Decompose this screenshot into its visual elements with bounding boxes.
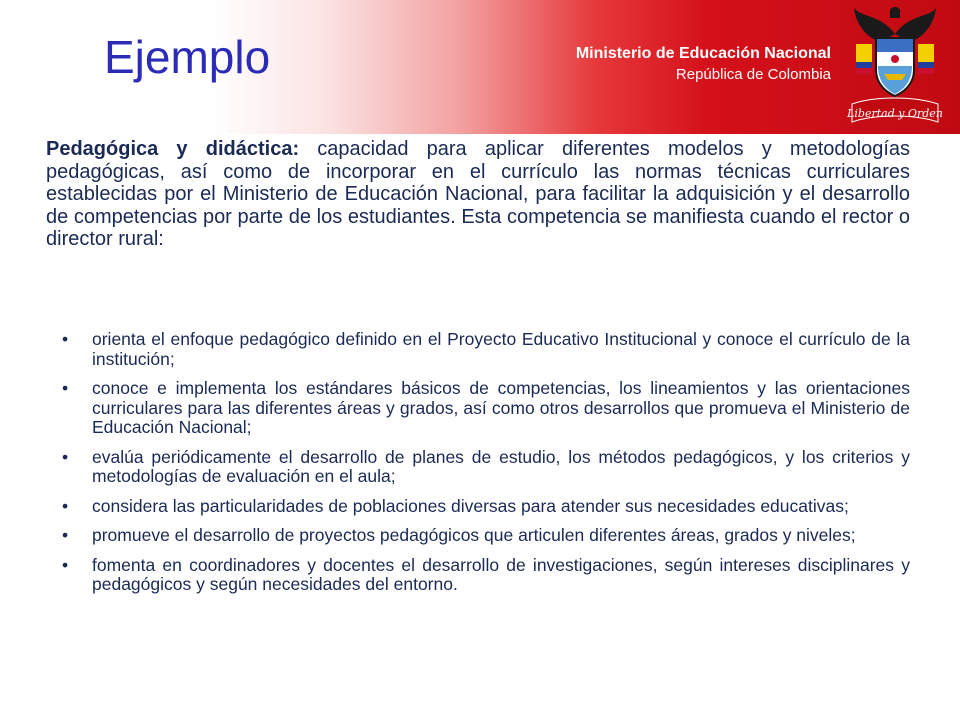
country-name: República de Colombia — [675, 66, 831, 83]
list-item — [62, 526, 910, 546]
ministry-block — [576, 44, 831, 86]
intro-paragraph — [46, 138, 910, 251]
list-item-text: evalúa periódicamente el desarrollo de planes de estudio, los métodos pedagógicos, y los criterios y metodologías de evaluación en el aula; — [92, 446, 910, 486]
list-item-text: conoce e implementa los estándares básicos de competencias, los lineamientos y las orientaciones curriculares para las diferentes áreas y grados, así como otros desarrollos que promueva el Ministerio de Educación Nacional; — [92, 378, 910, 437]
slide-header — [0, 0, 960, 134]
list-item — [62, 497, 910, 517]
motto-text: Libertad y Orden — [847, 107, 943, 120]
list-item-text: promueve el desarrollo de proyectos pedagógicos que articulen diferentes áreas, grados y niveles; — [92, 525, 856, 545]
bullet-icon: • — [62, 554, 69, 575]
slide-title: Ejemplo — [104, 31, 271, 83]
list-item — [62, 379, 910, 438]
list-item — [62, 556, 910, 595]
bullet-icon: • — [62, 329, 69, 349]
list-item — [62, 330, 910, 369]
list-item-text: considera las particularidades de poblaciones diversas para atender sus necesidades educativas; — [92, 495, 849, 516]
bullet-icon: • — [62, 495, 69, 516]
intro-term: Pedagógica y didáctica: — [46, 138, 300, 160]
coat-of-arms-icon — [846, 4, 944, 130]
ministry-name: Ministerio de Educación Nacional — [575, 45, 831, 62]
content-area — [46, 138, 910, 251]
bullet-icon: • — [62, 525, 69, 545]
list-item — [62, 448, 910, 487]
intro-text: capacidad para aplicar diferentes modelos y metodologías pedagógicas, así como de incorporar en el currículo las normas técnicas curriculares establecidas por el Ministerio de Educación Nacional, para facilitar la adquisición y el desarrollo de competencias por parte de los estudiantes. Esta competencia se manifiesta cuando el rector o director rural: — [46, 138, 911, 250]
list-item-text: orienta el enfoque pedagógico definido en el Proyecto Educativo Institucional y conoce el currículo de la institución; — [92, 329, 910, 369]
list-item-text: fomenta en coordinadores y docentes el desarrollo de investigaciones, según intereses disciplinares y pedagógicos y según necesidades del entorno. — [92, 554, 910, 594]
bullet-icon: • — [62, 446, 69, 467]
bullet-list — [62, 330, 910, 605]
bullet-icon: • — [62, 378, 69, 398]
